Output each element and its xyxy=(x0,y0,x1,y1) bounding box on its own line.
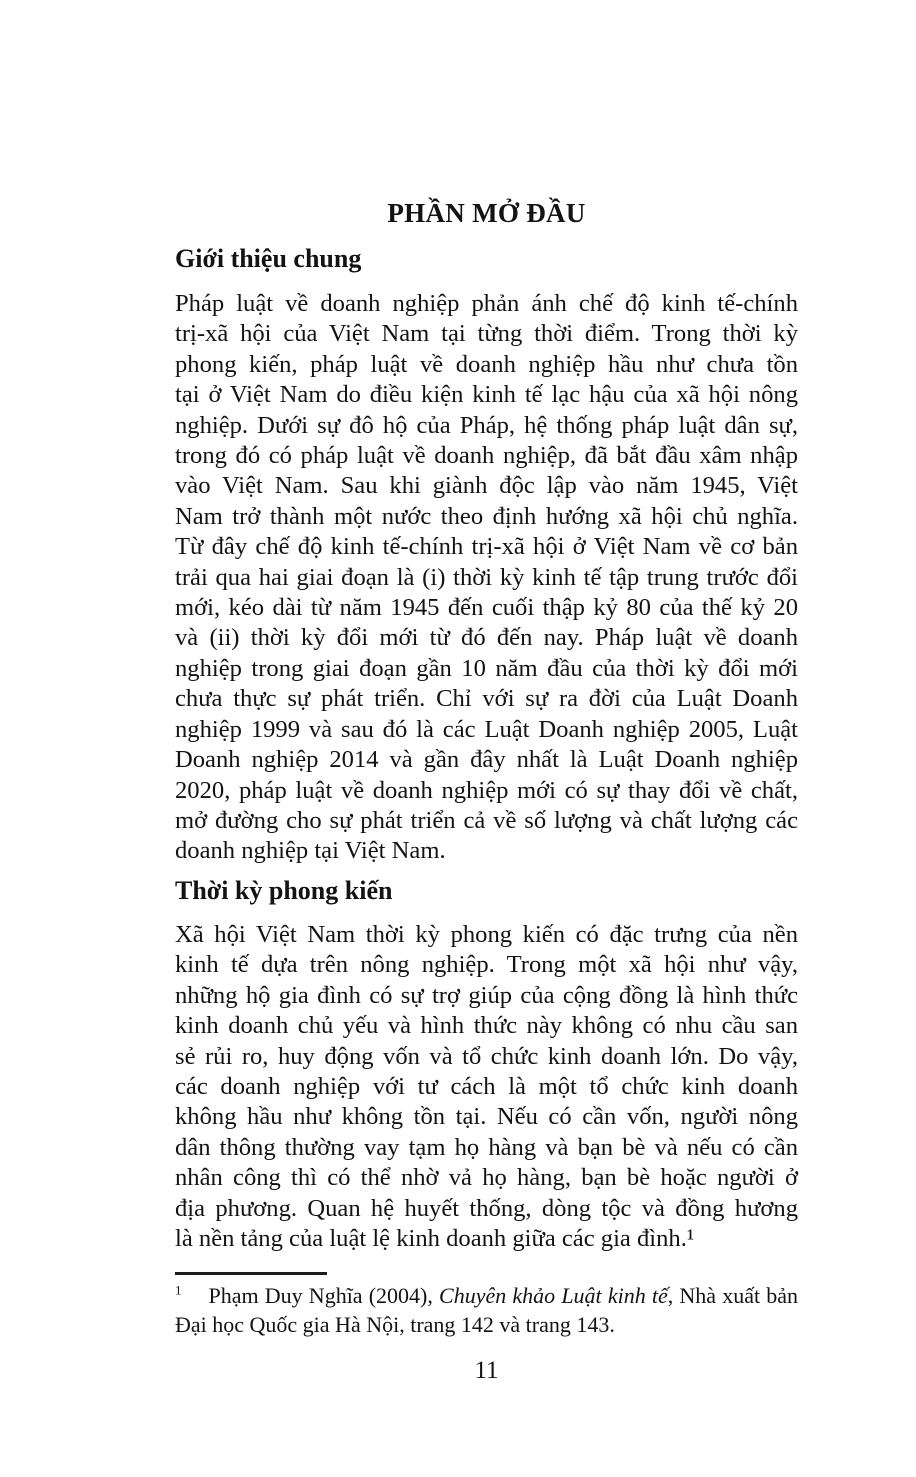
text-line: nghiệp. Dưới sự đô hộ của Pháp, hệ thống pháp luật dân sự, xyxy=(175,411,798,439)
page-number: 11 xyxy=(474,1357,499,1384)
text-line: không hầu như không tồn tại. Nếu có cần vốn, người nông xyxy=(175,1103,798,1131)
text-line: nghiệp trong giai đoạn gần 10 năm đầu của thời kỳ đổi mới xyxy=(175,654,798,682)
text-line: các doanh nghiệp với tư cách là một tổ chức kinh doanh xyxy=(175,1073,798,1101)
document-title: PHẦN MỞ ĐẦU xyxy=(387,198,586,228)
text-line: vào Việt Nam. Sau khi giành độc lập vào năm 1945, Việt xyxy=(175,472,798,500)
footnote-marker: 1 xyxy=(175,1282,182,1298)
text-line: Từ đây chế độ kinh tế-chính trị-xã hội ở Việt Nam về cơ bản xyxy=(175,533,798,561)
text-line: dân thông thường vay tạm họ hàng và bạn bè và nếu có cần xyxy=(175,1133,798,1161)
text-line: doanh nghiệp tại Việt Nam. xyxy=(175,837,446,865)
text-line: 2020, pháp luật về doanh nghiệp mới có sự thay đổi về chất, xyxy=(175,776,798,804)
text-line: Xã hội Việt Nam thời kỳ phong kiến có đặc trưng của nền xyxy=(175,921,798,948)
text-line: kinh tế dựa trên nông nghiệp. Trong một xã hội như vậy, xyxy=(175,951,798,979)
text-line: mới, kéo dài từ năm 1945 đến cuối thập kỷ 80 của thế kỷ 20 xyxy=(175,594,798,622)
text-line: và (ii) thời kỳ đổi mới từ đó đến nay. Pháp luật về doanh xyxy=(175,624,798,652)
text-line: Pháp luật về doanh nghiệp phản ánh chế độ kinh tế-chính xyxy=(175,290,798,317)
footnote-text-after-italic: , Nhà xuất bản xyxy=(667,1283,799,1308)
text-line: nghiệp 1999 và sau đó là các Luật Doanh nghiệp 2005, Luật xyxy=(175,715,798,743)
text-line: phong kiến, pháp luật về doanh nghiệp hầu như chưa tồn xyxy=(175,350,798,378)
text-line: địa phương. Quan hệ huyết thống, dòng tộc và đồng hương xyxy=(175,1194,798,1222)
footnote-separator-rule xyxy=(175,1272,327,1275)
text-line: Doanh nghiệp 2014 và gần đây nhất là Luật Doanh nghiệp xyxy=(175,746,798,774)
text-line: trong đó có pháp luật về doanh nghiệp, đã bắt đầu xâm nhập xyxy=(175,442,798,470)
text-line: nhân công thì có thể nhờ vả họ hàng, bạn bè hoặc người ở xyxy=(175,1164,798,1192)
footnote-text-before-italic: Phạm Duy Nghĩa (2004), xyxy=(208,1283,440,1308)
footnote-line-1 xyxy=(175,1281,798,1310)
text-line: mở đường cho sự phát triển cả về số lượng và chất lượng các xyxy=(175,806,798,834)
paragraph-introduction xyxy=(175,289,798,867)
text-line: kinh doanh chủ yếu và hình thức này không có nhu cầu san xyxy=(175,1012,798,1040)
text-line: những hộ gia đình có sự trợ giúp của cộng đồng là hình thức xyxy=(175,981,798,1009)
text-line: chưa thực sự phát triển. Chỉ với sự ra đời của Luật Doanh xyxy=(175,685,798,713)
footnote-cited-work-title: Chuyên khảo Luật kinh tế xyxy=(439,1283,668,1308)
text-line: trải qua hai giai đoạn là (i) thời kỳ kinh tế tập trung trước đổi xyxy=(175,563,798,591)
text-line: là nền tảng của luật lệ kinh doanh giữa các gia đình.¹ xyxy=(175,1225,695,1253)
footnote-line-2: Đại học Quốc gia Hà Nội, trang 142 và trang 143. xyxy=(175,1312,615,1337)
footnote xyxy=(175,1281,798,1339)
section-heading-thoi-ky-phong-kien: Thời kỳ phong kiến xyxy=(175,876,393,905)
section-heading-gioi-thieu-chung: Giới thiệu chung xyxy=(175,244,362,273)
paragraph-feudal-period xyxy=(175,920,798,1254)
text-line: sẻ rủi ro, huy động vốn và tổ chức kinh doanh lớn. Do vậy, xyxy=(175,1042,798,1070)
text-line: tại ở Việt Nam do điều kiện kinh tế lạc hậu của xã hội nông xyxy=(175,381,798,409)
text-line: trị-xã hội của Việt Nam tại từng thời điểm. Trong thời kỳ xyxy=(175,320,798,348)
text-line: Nam trở thành một nước theo định hướng xã hội chủ nghĩa. xyxy=(175,502,798,530)
